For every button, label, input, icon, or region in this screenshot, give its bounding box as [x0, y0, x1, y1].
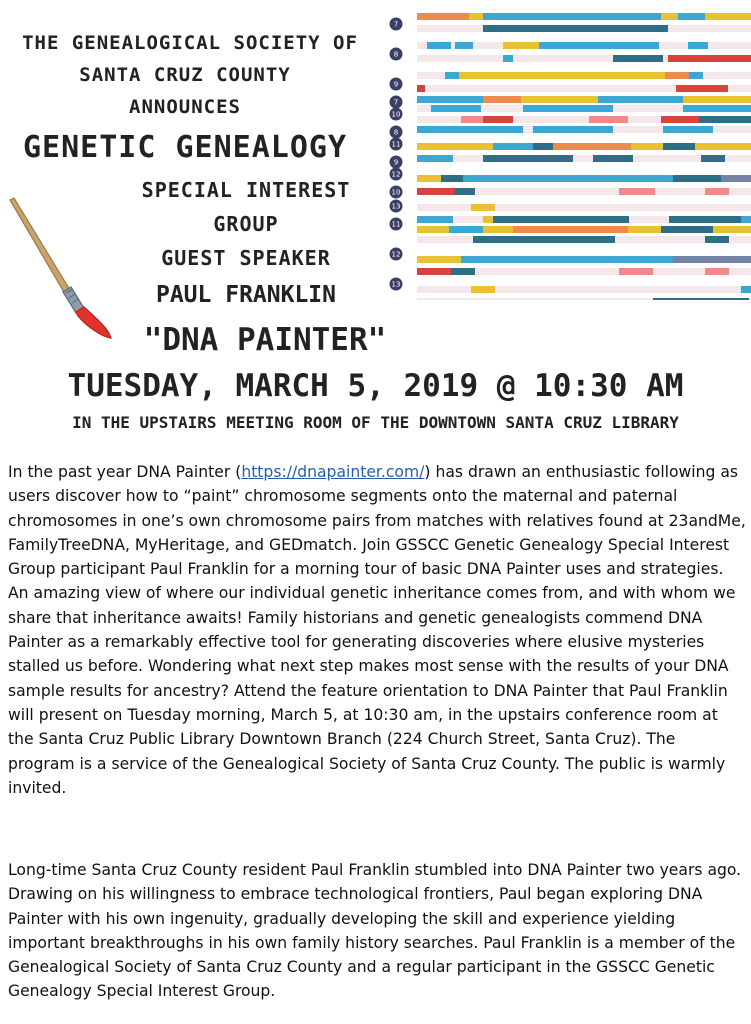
chromosome-number-label: 9	[393, 158, 399, 167]
painted-segment	[417, 188, 455, 195]
chromosome-track	[417, 155, 751, 162]
painted-segment	[549, 175, 673, 182]
painted-segment	[459, 72, 665, 79]
painted-segment	[669, 216, 741, 223]
painted-segment	[461, 256, 513, 263]
painted-segment	[619, 268, 653, 275]
chromosome-painting-graphic	[383, 10, 751, 300]
painted-segment	[741, 286, 751, 293]
painted-segment	[417, 96, 435, 103]
painted-segment	[628, 226, 661, 233]
group-title: GENETIC GENEALOGY	[22, 130, 348, 165]
painted-segment	[417, 226, 449, 233]
painted-segment	[483, 116, 513, 123]
painted-segment	[503, 55, 513, 62]
painted-segment	[483, 216, 493, 223]
painted-segment	[661, 226, 713, 233]
painted-segment	[513, 226, 589, 233]
talk-title: "DNA PAINTER"	[143, 322, 387, 358]
intro-text-rest: ) has drawn an enthusiastic following as users discover how to “paint” chromosome segments onto the maternal and paternal chromosomes in one’s own chromosome pairs from matches with relatives found at 23andMe, FamilyTreeDNA, MyHeritage, and GEDmatch. Join GSSCC Genetic Genealogy Special Interest Group participant Paul Franklin for a morning tour of basic DNA Painter uses and strategies. An amazing view of where our individual genetic inheritance comes from, and with whom we share that inheritance awaits! Family historians and genetic genealogists commend DNA Painter as a remarkably effective tool for generating discoveries where elusive mysteries stalled us before. Wondering what next step makes most sense with the results of your DNA sample results for ancestry? Attend the feature orientation to DNA Painter that Paul Franklin will present on Tuesday morning, March 5, at 10:30 am, in the upstairs conference room at the Santa Cruz Public Library Downtown Branch (224 Church Street, Santa Cruz). The program is a service of the Genealogical Society of Santa Cruz County. The public is warmly invited.	[8, 463, 746, 797]
painted-segment	[721, 175, 751, 182]
speaker-role: GUEST SPEAKER	[161, 246, 331, 270]
painted-segment	[705, 13, 751, 20]
painted-segment	[435, 96, 483, 103]
painted-segment	[417, 155, 453, 162]
painted-segment	[503, 42, 539, 49]
painted-segment	[533, 126, 613, 133]
painted-segment	[633, 96, 683, 103]
painted-segment	[593, 155, 633, 162]
chromosome-number-label: 13	[391, 202, 401, 211]
painted-segment	[417, 175, 441, 182]
speaker-name: PAUL FRANKLIN	[155, 282, 336, 308]
chromosome-number-label: 13	[391, 280, 401, 289]
chromosome-number-label: 12	[391, 250, 401, 259]
painted-segment	[705, 268, 729, 275]
society-name-line1: THE GENEALOGICAL SOCIETY OF	[22, 32, 358, 54]
chromosome-number-label: 7	[393, 20, 399, 29]
painted-segment	[417, 126, 479, 133]
painted-segment	[653, 298, 749, 300]
painted-segment	[483, 25, 668, 32]
painted-segment	[417, 13, 469, 20]
painted-segment	[676, 85, 728, 92]
chromosome-number-label: 11	[391, 140, 401, 149]
painted-segment	[673, 256, 751, 263]
paintbrush-icon	[8, 196, 118, 346]
painted-segment	[588, 42, 659, 49]
painted-segment	[463, 175, 549, 182]
painted-segment	[663, 143, 695, 150]
painted-segment	[701, 155, 725, 162]
painted-segment	[553, 143, 593, 150]
group-subtitle-line1: SPECIAL INTEREST	[141, 178, 351, 202]
painted-segment	[483, 155, 573, 162]
event-date-time: TUESDAY, MARCH 5, 2019 @ 10:30 AM	[67, 368, 684, 404]
society-name-line2: SANTA CRUZ COUNTY	[79, 64, 291, 86]
painted-segment	[417, 143, 445, 150]
painted-segment	[699, 116, 751, 123]
painted-segment	[513, 256, 629, 263]
event-venue: IN THE UPSTAIRS MEETING ROOM OF THE DOWNTOWN SANTA CRUZ LIBRARY	[72, 413, 679, 432]
painted-segment	[631, 143, 663, 150]
painted-segment	[589, 226, 628, 233]
painted-segment	[741, 216, 751, 223]
painted-segment	[483, 96, 521, 103]
speaker-bio-paragraph: Long-time Santa Cruz County resident Paul Franklin stumbled into DNA Painter two years ago. Drawing on his willingness to embrace technological frontiers, Paul began exploring DNA Painter with his own ingenuity, gradually developing the skill and experience yielding important breakthroughs in his own family history searches. Paul Franklin is a member of the Genealogical Society of Santa Cruz County and a regular participant in the GSSCC Genetic Genealogy Special Interest Group.	[8, 861, 742, 1001]
chromosome-number-label: 10	[391, 188, 401, 197]
painted-segment	[673, 175, 721, 182]
painted-segment	[523, 105, 613, 112]
painted-segment	[417, 256, 461, 263]
painted-segment	[593, 143, 631, 150]
painted-segment	[613, 55, 663, 62]
painted-segment	[598, 96, 633, 103]
painted-segment	[661, 116, 699, 123]
painted-segment	[427, 42, 451, 49]
painted-segment	[705, 236, 729, 243]
painted-segment	[521, 96, 598, 103]
painted-segment	[661, 13, 678, 20]
chromosome-number-label: 12	[391, 170, 401, 179]
painted-segment	[471, 204, 495, 211]
painted-segment	[479, 126, 523, 133]
painted-segment	[665, 72, 689, 79]
intro-paragraph	[8, 460, 746, 800]
painted-segment	[683, 105, 751, 112]
chromosome-number-label: 8	[393, 128, 399, 137]
painted-segment	[689, 72, 703, 79]
painted-segment	[493, 143, 533, 150]
painted-segment	[449, 226, 483, 233]
painted-segment	[483, 13, 661, 20]
painted-segment	[473, 236, 615, 243]
painted-segment	[663, 126, 713, 133]
intro-text-start: In the past year DNA Painter (	[8, 463, 242, 481]
painted-segment	[445, 72, 459, 79]
chromosome-number-label: 7	[393, 98, 399, 107]
painted-segment	[493, 216, 629, 223]
chromosome-number-label: 11	[391, 220, 401, 229]
painted-segment	[431, 105, 481, 112]
chromosome-number-label: 8	[393, 50, 399, 59]
painted-segment	[461, 116, 483, 123]
painted-segment	[683, 96, 751, 103]
painted-segment	[619, 188, 655, 195]
painted-segment	[695, 143, 751, 150]
group-subtitle-line2: GROUP	[213, 212, 279, 236]
painted-segment	[705, 188, 729, 195]
painted-segment	[713, 226, 751, 233]
chromosome-number-label: 10	[391, 110, 401, 119]
painted-segment	[445, 143, 493, 150]
painted-segment	[455, 188, 475, 195]
chromosome-track	[417, 286, 751, 293]
painted-segment	[688, 42, 708, 49]
painted-segment	[417, 85, 425, 92]
painted-segment	[668, 55, 751, 62]
chromosome-number-label: 9	[393, 80, 399, 89]
painted-segment	[678, 13, 705, 20]
painted-segment	[533, 143, 553, 150]
painted-segment	[539, 42, 588, 49]
painted-segment	[469, 13, 483, 20]
painted-segment	[629, 256, 673, 263]
painted-segment	[441, 175, 463, 182]
announces-label: ANNOUNCES	[129, 96, 241, 118]
painted-segment	[417, 268, 451, 275]
painted-segment	[455, 42, 473, 49]
painted-segment	[483, 226, 513, 233]
painted-segment	[451, 268, 475, 275]
dnapainter-link[interactable]: https://dnapainter.com/	[241, 463, 425, 481]
painted-segment	[417, 216, 453, 223]
painted-segment	[471, 286, 495, 293]
chromosome-track	[417, 204, 751, 211]
painted-segment	[589, 116, 628, 123]
